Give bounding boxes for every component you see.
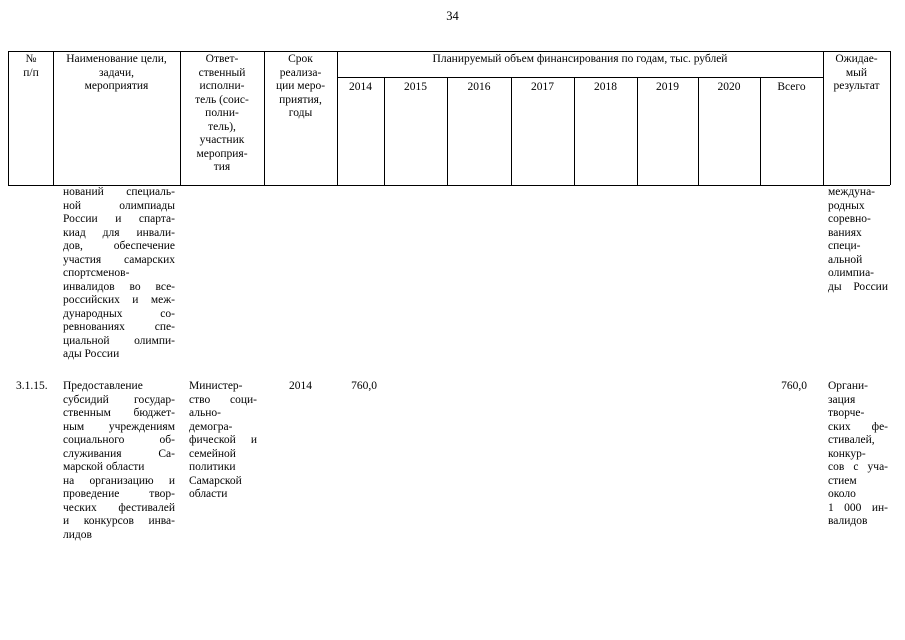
header-year-2017: 2017 xyxy=(531,81,554,93)
header-year-2020: 2020 xyxy=(717,81,741,93)
row-number: 3.1.15. xyxy=(16,380,48,392)
header-total: Всего xyxy=(777,81,806,93)
col-border xyxy=(337,51,338,185)
header-col-number: № п/п xyxy=(23,53,39,79)
page-number: 34 xyxy=(446,9,459,23)
header-year-2015: 2015 xyxy=(404,81,427,93)
header-col-result: Ожидае- мый результат xyxy=(833,53,880,92)
row-value-2014: 760,0 xyxy=(351,380,377,392)
row-result: Органи- зация творче- ских фе- стивалей, конкур- сов с уча- стием около 1 000 ин- валидов xyxy=(828,380,888,527)
row-name: Предоставление субсидий государ- ственным бюджет- ным учреждениям социального об- служивания Са- марской области на организацию и проведение твор- ческих фестивалей и конкурсов инва- лидов xyxy=(63,380,175,541)
table-top-border xyxy=(8,51,890,52)
continued-row-name: нований специаль- ной олимпиады России и спарта- киад для инвали- дов, обеспечение участия самарских спортсменов- инвалидов во все- российских и меж- дународных со- ревнованиях спе- циальной олимпи- ады России xyxy=(63,186,175,360)
header-col-executor: Ответ- ственный исполни- тель (соис- полни- тель), участник мероприя- тия xyxy=(195,53,249,173)
header-year-2018: 2018 xyxy=(594,81,617,93)
finance-subheader-border xyxy=(337,77,823,78)
col-border xyxy=(890,51,891,185)
header-year-2014: 2014 xyxy=(349,81,372,93)
header-col-term: Срок реализа- ции меро- приятия, годы xyxy=(275,53,326,119)
row-total: 760,0 xyxy=(781,380,807,392)
header-year-2016: 2016 xyxy=(467,81,491,93)
header-year-2019: 2019 xyxy=(656,81,679,93)
header-col-name: Наименование цели, задачи, мероприятия xyxy=(66,53,167,92)
header-col-finance: Планируемый объем финансирования по годам, тыс. рублей xyxy=(432,53,728,65)
row-executor: Министер- ство соци- ально- демогра- фической и семейной политики Самарской области xyxy=(189,380,257,500)
row-term: 2014 xyxy=(289,380,312,392)
continued-row-result: междуна- родных соревно- ваниях специ- альной олимпиа- ды России xyxy=(828,186,888,293)
